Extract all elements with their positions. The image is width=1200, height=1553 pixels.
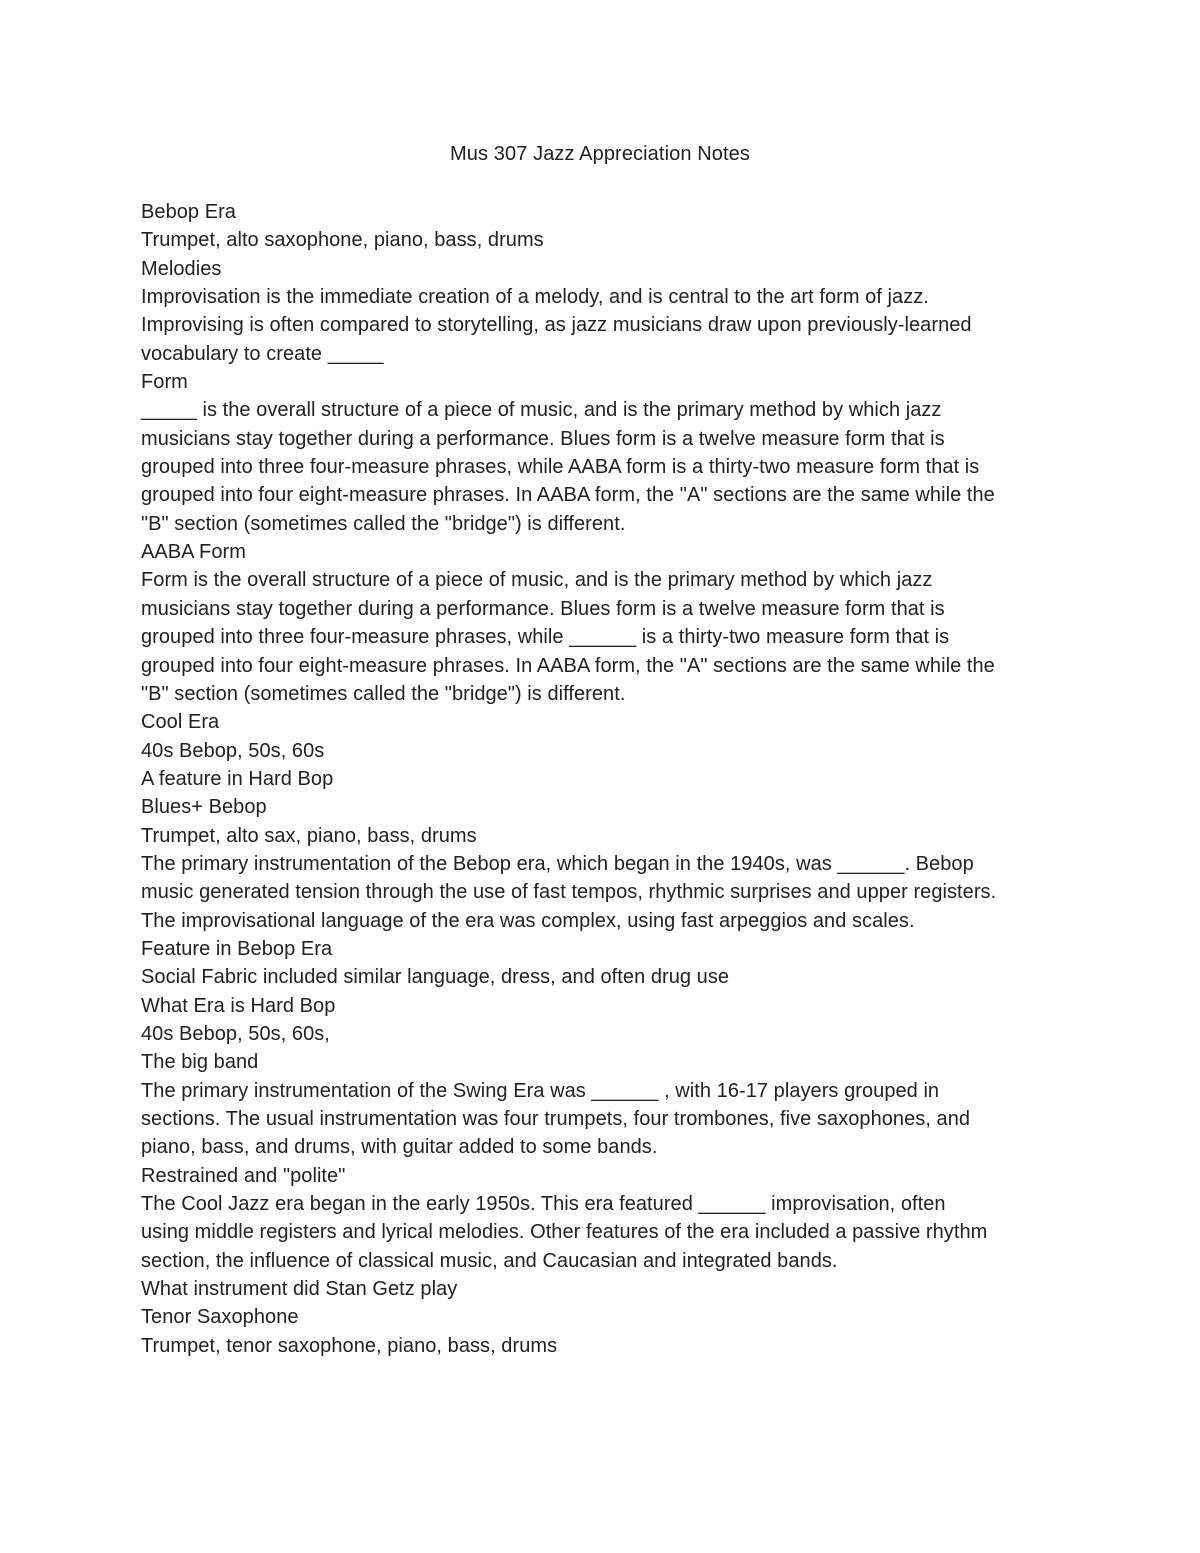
text-line: grouped into four eight-measure phrases. In AABA form, the "A" sections are the same while the	[141, 654, 995, 677]
text-line: The Cool Jazz era began in the early 1950s. This era featured ______ improvisation, often	[141, 1193, 946, 1216]
text-line: Improvisation is the immediate creation of a melody, and is central to the art form of jazz.	[141, 286, 929, 309]
text-line: music generated tension through the use of fast tempos, rhythmic surprises and upper registers.	[141, 881, 997, 904]
text-line: grouped into three four-measure phrases, while ______ is a thirty-two measure form that is	[141, 626, 950, 649]
text-line: vocabulary to create _____	[141, 342, 384, 365]
text-line: piano, bass, and drums, with guitar added to some bands.	[141, 1136, 658, 1159]
text-line: "B" section (sometimes called the "bridge") is different.	[141, 682, 626, 705]
text-line: Tenor Saxophone	[141, 1306, 299, 1329]
text-line: sections. The usual instrumentation was four trumpets, four trombones, five saxophones, and	[141, 1108, 971, 1130]
text-line: _____ is the overall structure of a piece of music, and is the primary method by which jazz	[141, 399, 942, 422]
text-line: What Era is Hard Bop	[141, 994, 336, 1017]
document-body	[141, 198, 1071, 1360]
text-line: section, the influence of classical music, and Caucasian and integrated bands.	[141, 1249, 838, 1272]
text-line: Trumpet, alto saxophone, piano, bass, drums	[141, 229, 544, 252]
text-line: Trumpet, alto sax, piano, bass, drums	[141, 824, 477, 847]
text-line: The primary instrumentation of the Bebop era, which began in the 1940s, was ______. Bebop	[141, 852, 974, 875]
text-line: Melodies	[141, 257, 222, 280]
text-line: grouped into four eight-measure phrases. In AABA form, the "A" sections are the same while the	[141, 484, 995, 507]
text-line: musicians stay together during a performance. Blues form is a twelve measure form that is	[141, 597, 945, 620]
text-line: Feature in Bebop Era	[141, 937, 333, 960]
page-title: Mus 307 Jazz Appreciation Notes	[450, 143, 750, 165]
text-line: Cool Era	[141, 711, 220, 734]
text-line: musicians stay together during a performance. Blues form is a twelve measure form that is	[141, 427, 945, 450]
text-line: using middle registers and lyrical melodies. Other features of the era included a passive rhythm	[141, 1221, 988, 1244]
text-line: A feature in Hard Bop	[141, 767, 334, 790]
text-line: Improvising is often compared to storytelling, as jazz musicians draw upon previously-learned	[141, 314, 972, 337]
text-line: "B" section (sometimes called the "bridge") is different.	[141, 512, 626, 535]
text-line: Form	[141, 371, 188, 394]
text-line: What instrument did Stan Getz play	[141, 1278, 458, 1301]
text-line: 40s Bebop, 50s, 60s,	[141, 1022, 330, 1045]
text-line: Blues+ Bebop	[141, 796, 267, 819]
text-line: The big band	[141, 1051, 259, 1074]
text-line: 40s Bebop, 50s, 60s	[141, 739, 325, 762]
text-line: AABA Form	[141, 541, 246, 564]
text-line: Restrained and "polite"	[141, 1164, 346, 1187]
text-line: Trumpet, tenor saxophone, piano, bass, drums	[141, 1334, 558, 1357]
text-line: The improvisational language of the era was complex, using fast arpeggios and scales.	[141, 909, 915, 932]
text-line: grouped into three four-measure phrases, while AABA form is a thirty-two measure form that is	[141, 456, 980, 479]
text-line: The primary instrumentation of the Swing Era was ______ , with 16-17 players grouped in	[141, 1079, 940, 1102]
text-line: Bebop Era	[141, 201, 236, 223]
text-line: Form is the overall structure of a piece of music, and is the primary method by which jazz	[141, 569, 933, 592]
text-line: Social Fabric included similar language, dress, and often drug use	[141, 966, 730, 989]
